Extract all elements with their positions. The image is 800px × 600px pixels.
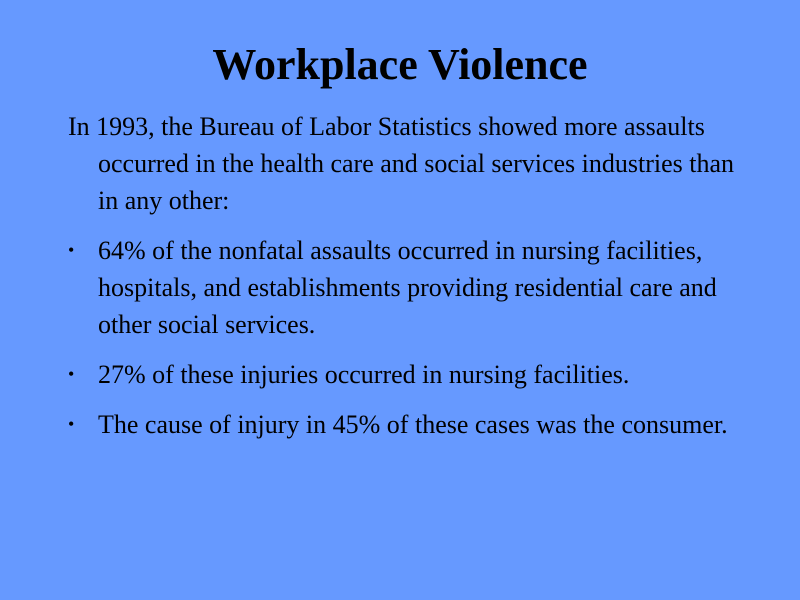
bullet-text: The cause of injury in 45% of these cases was the consumer. bbox=[98, 410, 728, 439]
bullet-item bbox=[68, 356, 748, 393]
slide-title: Workplace Violence bbox=[212, 40, 588, 89]
slide-body bbox=[68, 108, 748, 456]
bullet-text: 64% of the nonfatal assaults occurred in nursing facilities, hospitals, and establishments providing residential care and other social services. bbox=[98, 236, 717, 339]
intro-paragraph: In 1993, the Bureau of Labor Statistics showed more assaults occurred in the health care and social services industries than in any other: bbox=[68, 112, 735, 215]
bullet-icon: • bbox=[68, 414, 75, 434]
bullet-item bbox=[68, 406, 748, 443]
bullet-item bbox=[68, 232, 748, 343]
bullet-icon: • bbox=[68, 240, 75, 260]
bullet-icon: • bbox=[68, 364, 75, 384]
bullet-text: 27% of these injuries occurred in nursing facilities. bbox=[98, 360, 630, 389]
